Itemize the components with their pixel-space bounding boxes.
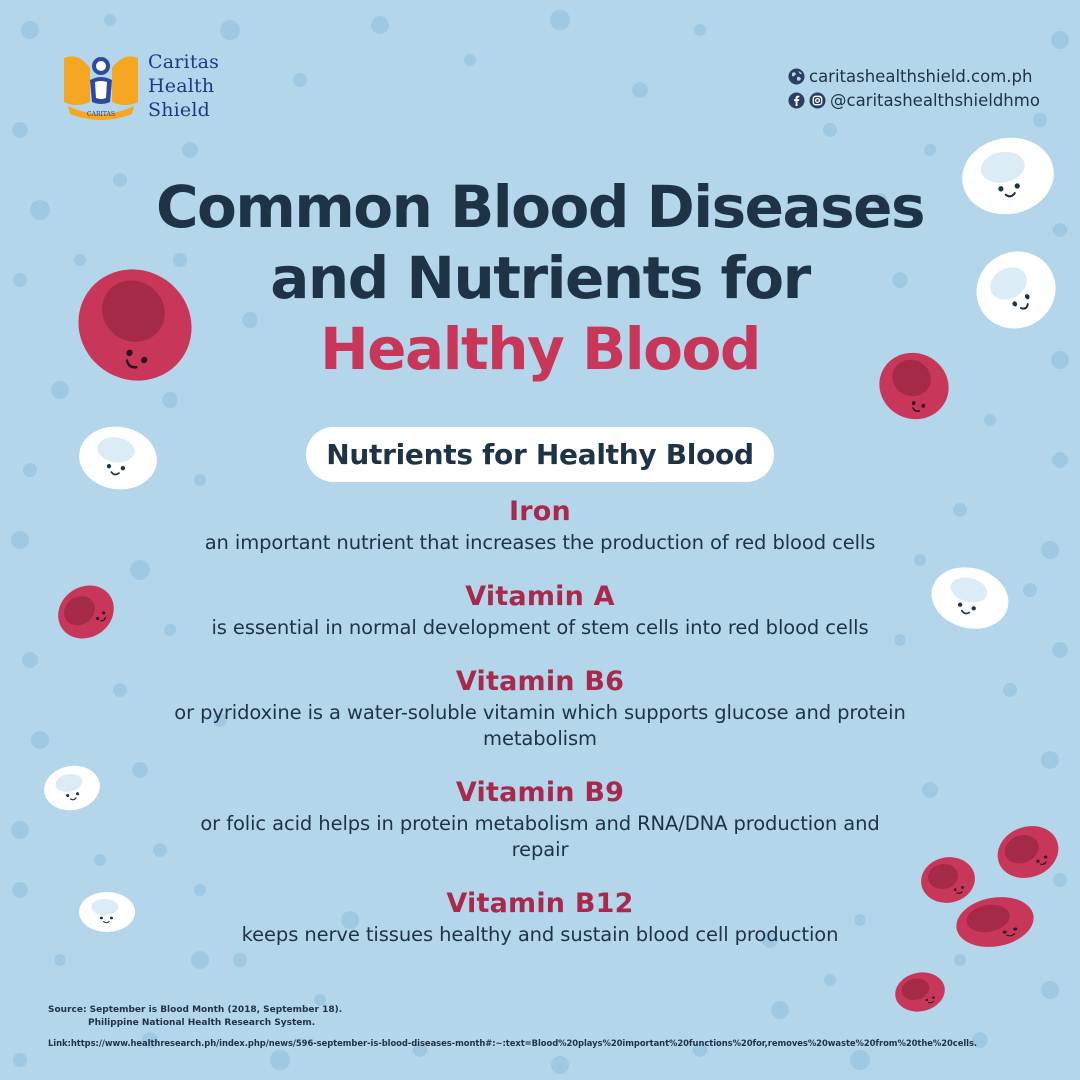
- nutrient-item-vitamin-a: [90, 579, 990, 641]
- source-citation: [48, 1004, 342, 1030]
- brand-name: [148, 50, 219, 122]
- social-row: [788, 88, 1040, 112]
- facebook-icon[interactable]: [788, 92, 805, 109]
- main-title: [40, 172, 1040, 385]
- section-label-pill: Nutrients for Healthy Blood: [306, 427, 774, 482]
- globe-icon: [788, 68, 805, 85]
- nutrient-item-iron: [90, 494, 990, 556]
- website-row: [788, 64, 1040, 88]
- brand-name-line1: Caritas: [148, 51, 220, 73]
- nutrient-name: Vitamin A: [465, 581, 615, 612]
- nutrient-item-vitamin-b12: [90, 886, 990, 948]
- nutrient-name: Vitamin B6: [455, 666, 625, 697]
- brand-name-line2: Health: [148, 75, 215, 97]
- contact-info: [788, 64, 1040, 112]
- nutrient-description: or pyridoxine is a water-soluble vitamin which supports glucose and protein metabolism: [174, 701, 906, 750]
- nutrient-description: an important nutrient that increases the production of red blood cells: [204, 531, 876, 554]
- nutrient-description: is essential in normal development of stem cells into red blood cells: [211, 616, 869, 639]
- title-line1: Common Blood Diseases: [155, 173, 924, 241]
- nutrient-item-vitamin-b9: [90, 775, 990, 863]
- nutrient-name: Vitamin B12: [446, 888, 634, 919]
- source-link[interactable]: Link:https://www.healthresearch.ph/index.php/news/596-september-is-blood-diseases-month#:~:text=Blood%20plays%20important%20functions%20for,removes%20waste%20from%20the%20cells.: [48, 1038, 978, 1048]
- svg-text:CARITAS: CARITAS: [87, 111, 115, 118]
- title-line3: Healthy Blood: [320, 315, 760, 383]
- nutrient-item-vitamin-b6: [90, 664, 990, 752]
- source-line1: Source: September is Blood Month (2018, September 18).: [48, 1005, 343, 1015]
- website-link[interactable]: caritashealthshield.com.ph: [809, 66, 1033, 86]
- social-handle[interactable]: @caritashealthshieldhmo: [830, 90, 1040, 110]
- title-line2: and Nutrients for: [270, 244, 810, 312]
- logo-emblem-icon: [60, 50, 142, 122]
- nutrient-name: Iron: [509, 496, 571, 527]
- nutrient-description: or folic acid helps in protein metabolism and RNA/DNA production and repair: [200, 812, 880, 861]
- nutrient-description: keeps nerve tissues healthy and sustain blood cell production: [241, 923, 839, 946]
- instagram-icon[interactable]: [809, 92, 826, 109]
- brand-name-line3: Shield: [148, 99, 211, 121]
- nutrients-list: [90, 494, 990, 971]
- nutrient-name: Vitamin B9: [455, 777, 625, 808]
- source-line2: Philippine National Health Research System.: [88, 1018, 316, 1028]
